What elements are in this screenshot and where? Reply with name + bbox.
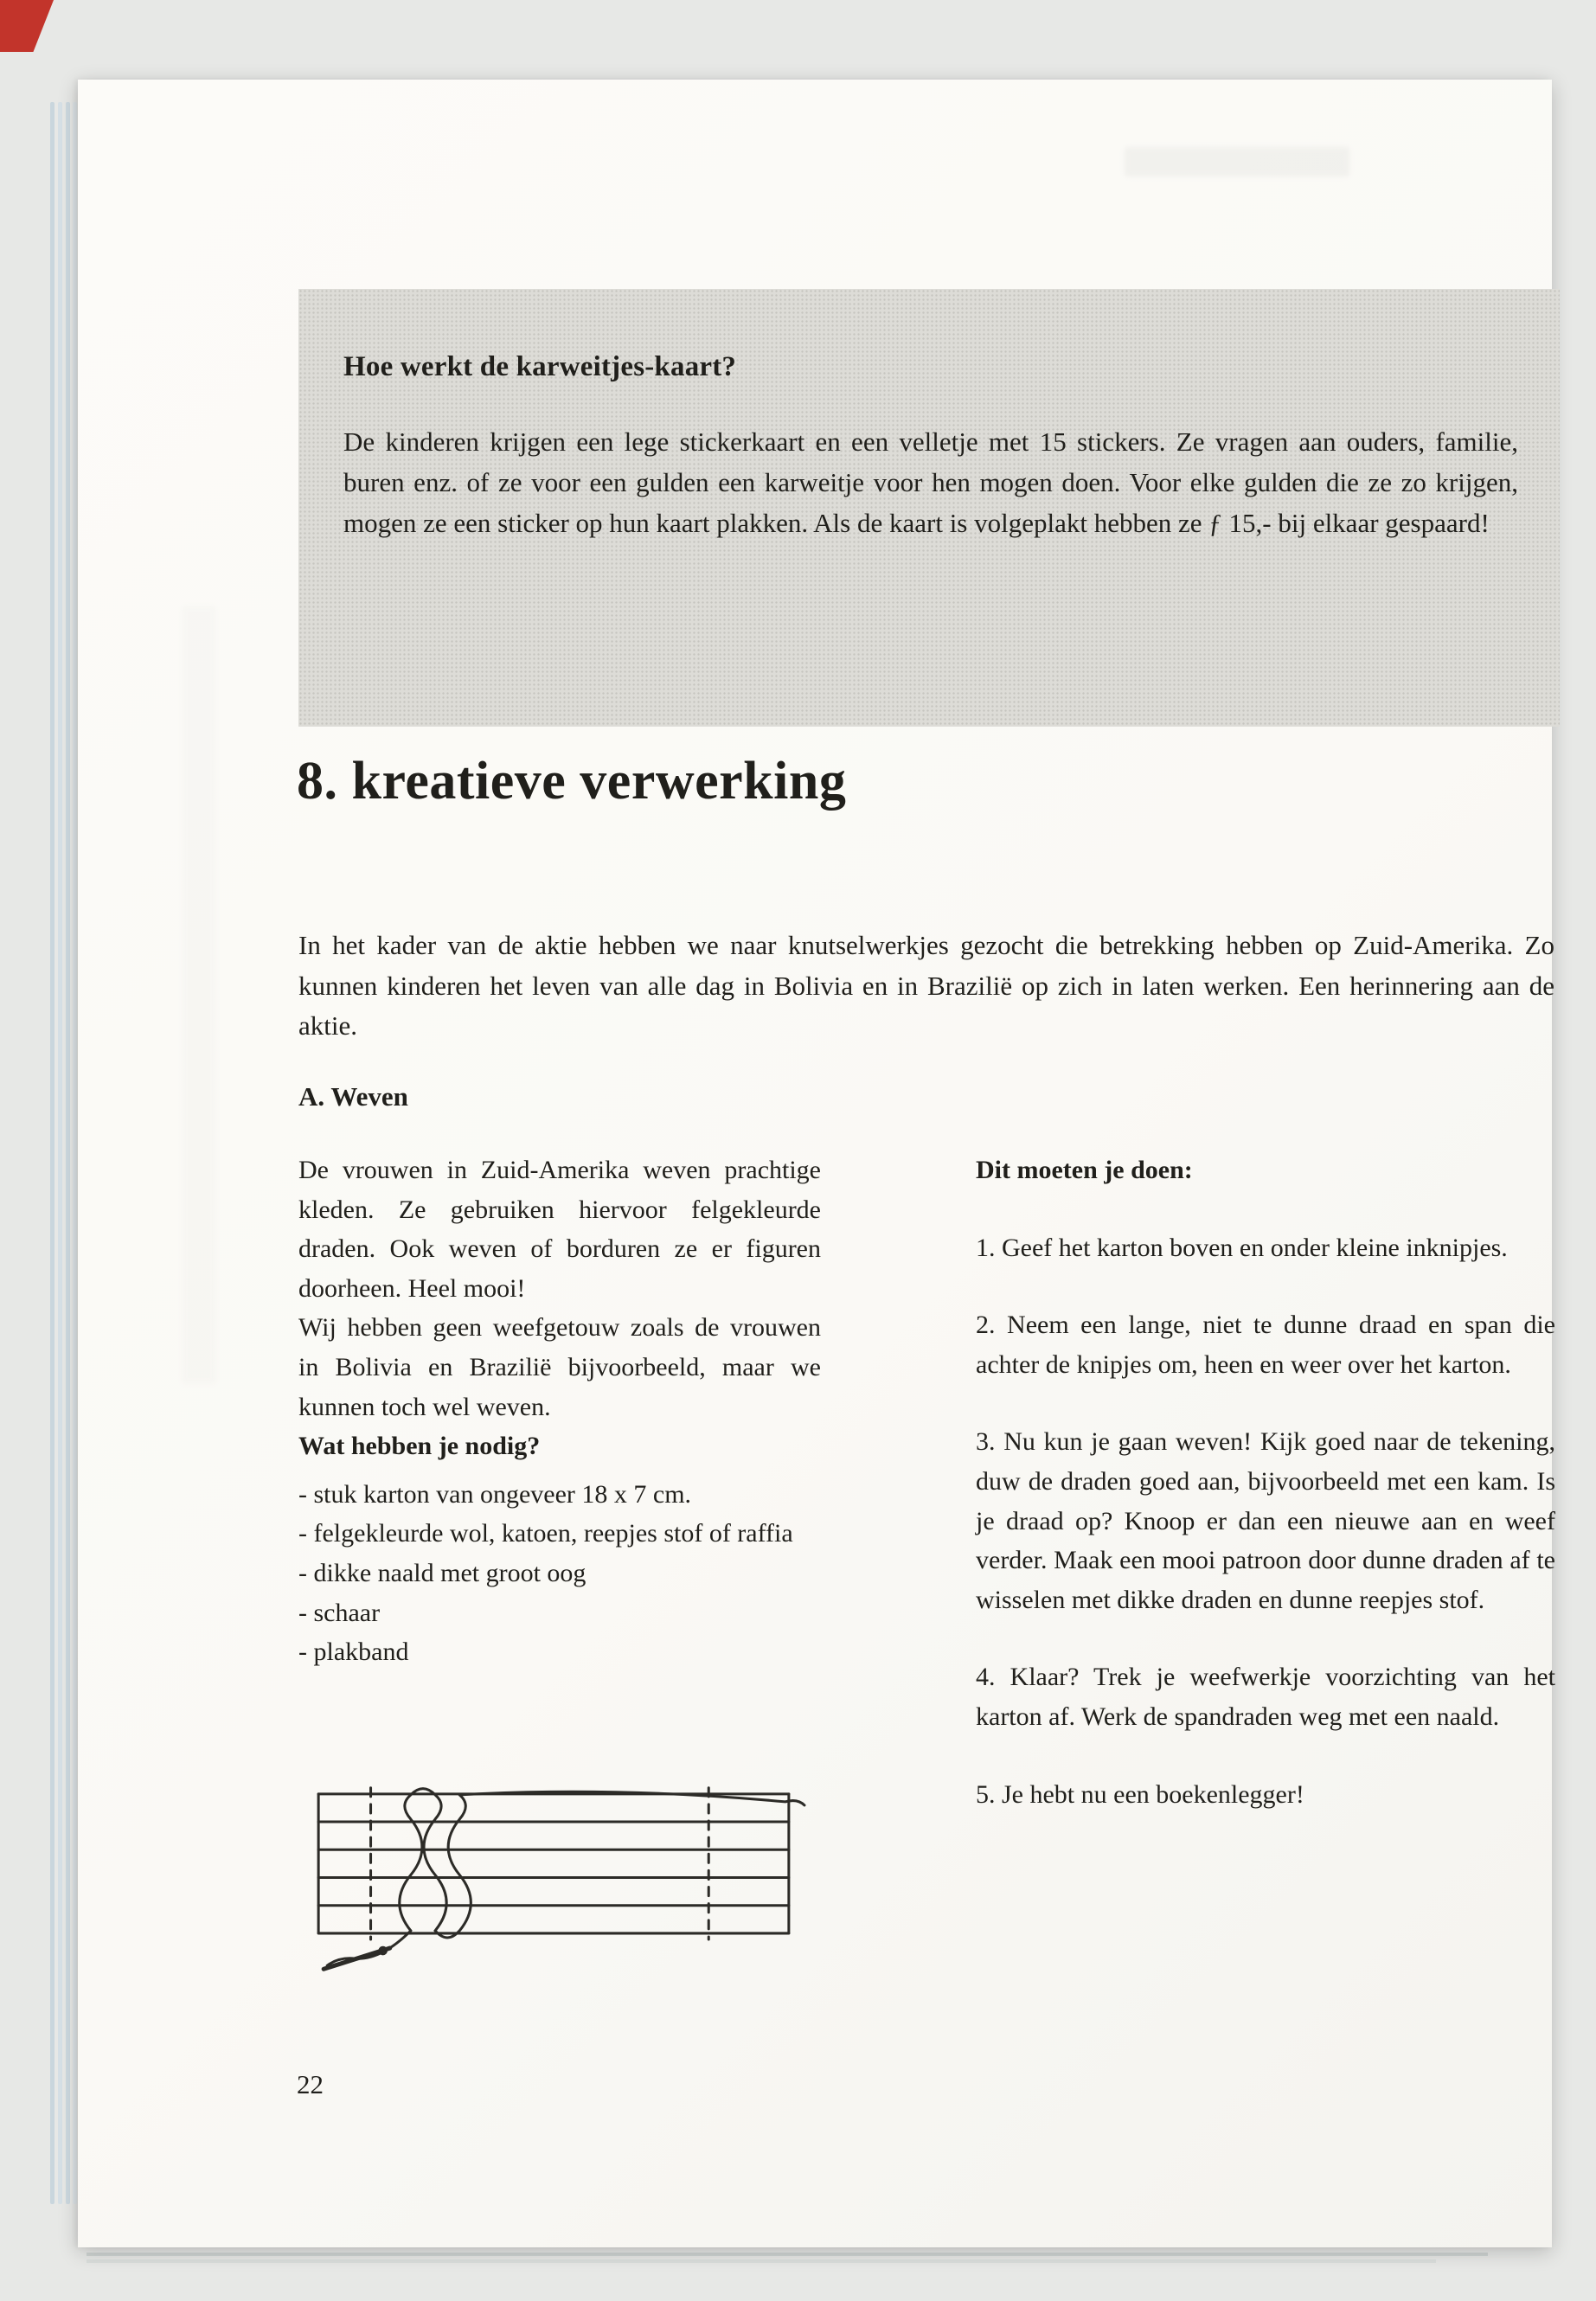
page-stack-edge	[50, 102, 54, 2204]
step-item: 5. Je hebt nu een boekenlegger!	[976, 1779, 1304, 1809]
steps-heading: Dit moeten je doen:	[976, 1156, 1193, 1184]
list-item: - felgekleurde wol, katoen, reepjes stof of raffia	[298, 1519, 793, 1548]
info-box-title: Hoe werkt de karweitjes-kaart?	[343, 351, 737, 382]
list-item: - schaar	[298, 1598, 381, 1627]
page-number: 22	[297, 2069, 324, 2099]
page-stack-edge	[58, 102, 62, 2204]
page-stack-edge	[66, 102, 70, 2204]
weven-paragraph-2: Wij hebben geen weefgetouw zoals de vrouwen in Bolivia en Brazilië bijvoorbeeld, maar we kunnen toch wel weven.	[298, 1313, 821, 1421]
scan-smudge	[1125, 147, 1349, 176]
step-item: 2. Neem een lange, niet te dunne draad en span die achter de knipjes om, heen en weer over het karton.	[976, 1311, 1555, 1379]
list-item: - plakband	[298, 1638, 409, 1667]
list-item: - dikke naald met groot oog	[298, 1558, 586, 1587]
weft-thread	[400, 1789, 471, 1938]
page-stack-edge	[73, 102, 77, 2204]
step-item: 1. Geef het karton boven en onder kleine inknipjes.	[976, 1233, 1508, 1262]
needs-list	[298, 1475, 821, 1672]
chapter-intro: In het kader van de aktie hebben we naar knutselwerkjes gezocht die betrekking hebben op Zuid-Amerika. Zo kunnen kinderen het leven van alle dag in Bolivia en in Brazilië op zich in laten werken. Een herinnering aan de aktie.	[298, 930, 1554, 1041]
info-box	[298, 289, 1560, 727]
needs-heading: Wat hebben je nodig?	[298, 1432, 541, 1461]
weaving-illustration	[301, 1763, 806, 1995]
page-stack-edge-bottom	[87, 2259, 1436, 2263]
step-item: 3. Nu kun je gaan weven! Kijk goed naar de tekening, duw de draden goed aan, bijvoorbeeld met een kam. Is je draad op? Knoop er dan een nieuwe aan en weef verder. Maak een mooi patroon door dunne draden af te wisselen met dikke draden en dunne reepjes stof.	[976, 1427, 1555, 1614]
scan-smudge	[182, 606, 216, 1384]
info-box-body: De kinderen krijgen een lege stickerkaart en een velletje met 15 stickers. Ze vragen aan ouders, familie, buren enz. of ze voor een gulden een karweitje voor hen mogen doen. Voor elke gulden die ze zo krijgen, mogen ze een sticker op hun kaart plakken. Als de kaart is volgeplakt hebben ze ƒ 15,- bij elkaar gespaard!	[343, 426, 1518, 539]
page-stack-edge-bottom	[87, 2253, 1488, 2256]
weven-paragraph-1: De vrouwen in Zuid-Amerika weven prachtige kleden. Ze gebruiken hiervoor felgekleurde draden. Ook weven of borduren ze er figuren doorheen. Heel mooi!	[298, 1156, 821, 1303]
subsection-heading: A. Weven	[298, 1081, 408, 1112]
needle-thread	[327, 1931, 411, 1965]
left-column	[298, 1150, 821, 1672]
right-column	[976, 1150, 1555, 1814]
step-item: 4. Klaar? Trek je weefwerkje voorzichting van het karton af. Werk de spandraden weg met een naald.	[976, 1663, 1555, 1731]
chapter-heading: 8. kreatieve verwerking	[297, 752, 847, 811]
list-item: - stuk karton van ongeveer 18 x 7 cm.	[298, 1479, 692, 1509]
book-cover-corner	[0, 0, 54, 52]
